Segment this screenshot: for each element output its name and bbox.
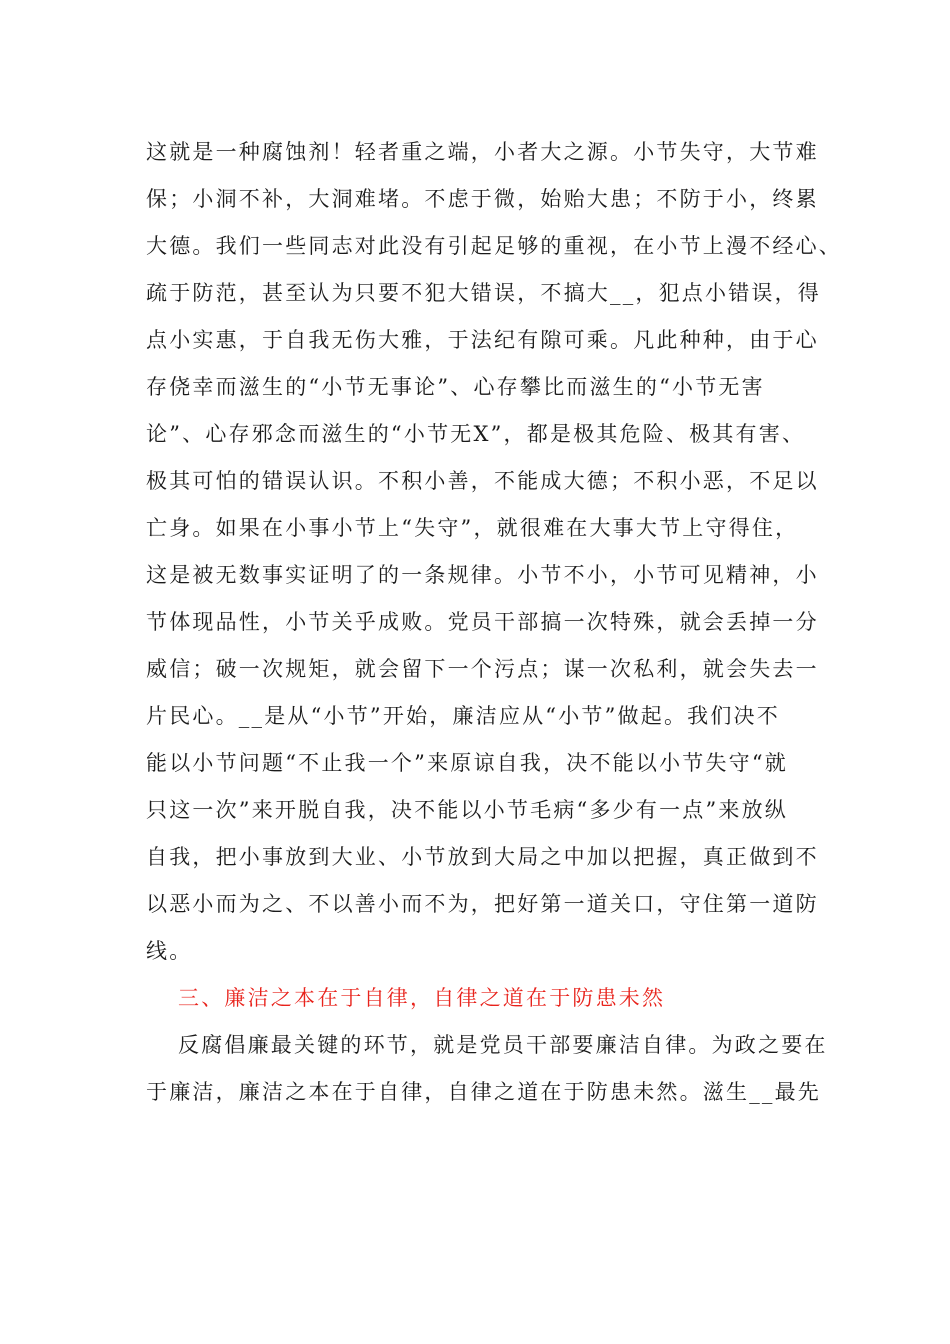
paragraph-line: 片民心。__是从“小节”开始，廉洁应从“小节”做起。我们决不	[146, 704, 780, 728]
paragraph-line: 论”、心存邪念而滋生的“小节无X”，都是极其危险、极其有害、	[146, 422, 806, 446]
paragraph-line: 这就是一种腐蚀剂！轻者重之端，小者大之源。小节失守，大节难	[146, 140, 819, 164]
paragraph-line: 疏于防范，甚至认为只要不犯大错误，不搞大__，犯点小错误，得	[146, 281, 821, 305]
paragraph-line: 于廉洁，廉洁之本在于自律，自律之道在于防患未然。滋生__最先	[146, 1080, 821, 1104]
paragraph-line: 只这一次”来开脱自我，决不能以小节毛病“多少有一点”来放纵	[146, 798, 789, 822]
paragraph-line: 自我，把小事放到大业、小节放到大局之中加以把握，真正做到不	[146, 845, 819, 869]
paragraph-line: 亡身。如果在小事小节上“失守”，就很难在大事大节上守得住，	[146, 516, 799, 540]
paragraph-line: 存侥幸而滋生的“小节无事论”、心存攀比而滋生的“小节无害	[146, 375, 765, 399]
section-heading: 三、廉洁之本在于自律，自律之道在于防患未然	[178, 986, 666, 1010]
paragraph-line: 能以小节问题“不止我一个”来原谅自我，决不能以小节失守“就	[146, 751, 789, 775]
paragraph-line: 节体现品性，小节关乎成败。党员干部搞一次特殊，就会丢掉一分	[146, 610, 819, 634]
paragraph-line: 大德。我们一些同志对此没有引起足够的重视，在小节上漫不经心、	[146, 234, 842, 258]
paragraph-line: 反腐倡廉最关键的环节，就是党员干部要廉洁自律。为政之要在	[178, 1033, 828, 1057]
paragraph-line: 威信；破一次规矩，就会留下一个污点；谋一次私利，就会失去一	[146, 657, 819, 681]
paragraph-line: 线。	[146, 939, 193, 963]
paragraph-line: 极其可怕的错误认识。不积小善，不能成大德；不积小恶，不足以	[146, 469, 819, 493]
paragraph-line: 以恶小而为之、不以善小而不为，把好第一道关口，守住第一道防	[146, 892, 819, 916]
paragraph-line: 这是被无数事实证明了的一条规律。小节不小，小节可见精神，小	[146, 563, 819, 587]
paragraph-line: 点小实惠，于自我无伤大雅，于法纪有隙可乘。凡此种种，由于心	[146, 328, 819, 352]
paragraph-line: 保；小洞不补，大洞难堵。不虑于微，始贻大患；不防于小，终累	[146, 187, 819, 211]
